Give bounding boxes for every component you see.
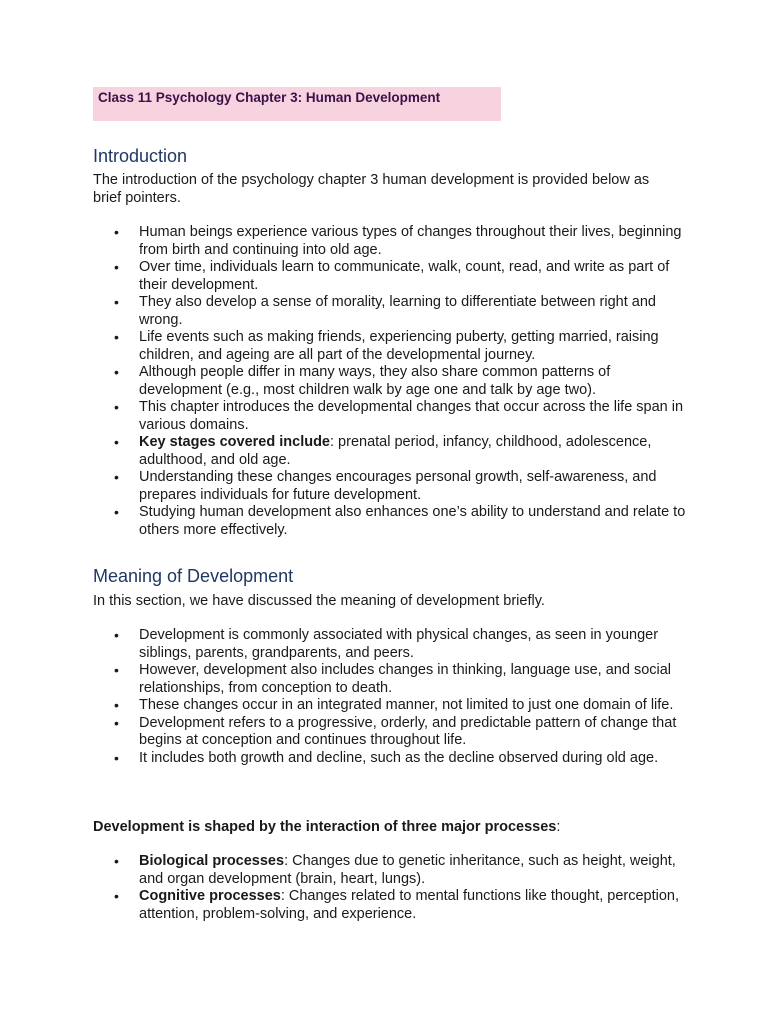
bullet-icon: • — [114, 504, 119, 520]
list-item — [93, 715, 693, 750]
list-item-text: Development refers to a progressive, orderly, and predictable pattern of change that begins at conception and continues throughout life. — [139, 714, 677, 748]
list-item-text: Studying human development also enhances one’s ability to understand and relate to others more effectively. — [139, 504, 686, 538]
list-item — [93, 329, 693, 364]
bullet-icon: • — [114, 469, 119, 485]
bullet-icon: • — [114, 627, 119, 643]
list-item-bold-lead: Key stages covered include — [139, 434, 330, 450]
list-item — [93, 627, 693, 662]
introduction-bullet-list — [93, 224, 693, 539]
list-item-text: : Changes related to mental functions like thought, perception, attention, problem-solving, and experience. — [139, 888, 680, 922]
bullet-icon: • — [114, 749, 119, 766]
bullet-icon: • — [114, 329, 119, 345]
list-item-text: Life events such as making friends, experiencing puberty, getting married, raising children, and ageing are all part of the developmental journey. — [139, 329, 659, 363]
bullet-icon: • — [114, 714, 119, 731]
list-item-text: Understanding these changes encourages personal growth, self-awareness, and prepares individuals for future development. — [139, 469, 657, 503]
meaning-bullet-list — [93, 627, 693, 767]
processes-bold-text: Development is shaped by the interaction of three major processes — [93, 819, 557, 835]
list-item-text: : Changes due to genetic inheritance, such as height, weight, and organ development (brain, heart, lungs). — [139, 853, 676, 887]
list-item-text: However, development also includes changes in thinking, language use, and social relationships, from conception to death. — [139, 662, 672, 696]
list-item-text: It includes both growth and decline, such as the decline observed during old age. — [139, 749, 659, 766]
document-title: Class 11 Psychology Chapter 3: Human Development — [98, 90, 441, 105]
bullet-icon: • — [114, 399, 119, 415]
list-item — [93, 294, 693, 329]
list-item-bold-lead: Cognitive processes — [139, 888, 281, 904]
bullet-icon: • — [114, 364, 119, 380]
list-item — [93, 662, 693, 697]
bullet-icon: • — [114, 259, 119, 275]
processes-bullet-list — [93, 853, 693, 923]
list-item-bold-lead: Biological processes — [139, 853, 285, 869]
heading-meaning-of-development: Meaning of Development — [93, 566, 294, 586]
list-item — [93, 697, 693, 715]
list-item — [93, 399, 693, 434]
list-item — [93, 434, 693, 469]
list-item-text: : prenatal period, infancy, childhood, adolescence, adulthood, and old age. — [139, 434, 652, 468]
heading-introduction: Introduction — [93, 146, 188, 166]
list-item — [93, 224, 693, 259]
list-item-text: They also develop a sense of morality, learning to differentiate between right and wrong. — [139, 294, 656, 328]
processes-paragraph — [93, 819, 678, 837]
title-banner — [93, 87, 501, 121]
list-item — [93, 364, 693, 399]
bullet-icon: • — [114, 697, 119, 713]
bullet-icon: • — [114, 853, 119, 869]
list-item-text: Over time, individuals learn to communicate, walk, count, read, and write as part of their development. — [139, 259, 670, 293]
bullet-icon: • — [114, 224, 119, 240]
introduction-paragraph: The introduction of the psychology chapter 3 human development is provided below as brief pointers. — [93, 172, 650, 206]
bullet-icon: • — [114, 294, 119, 310]
meaning-paragraph: In this section, we have discussed the meaning of development briefly. — [93, 593, 545, 609]
list-item-text: Although people differ in many ways, they also share common patterns of development (e.g., most children walk by age one and talk by age two). — [139, 364, 611, 398]
list-item — [93, 888, 693, 923]
list-item-text: Human beings experience various types of changes throughout their lives, beginning from birth and continuing into old age. — [139, 224, 682, 258]
bullet-icon: • — [114, 434, 119, 450]
list-item-text: This chapter introduces the developmental changes that occur across the life span in various domains. — [139, 399, 684, 433]
list-item — [93, 469, 693, 504]
list-item — [93, 504, 693, 539]
list-item — [93, 853, 693, 888]
bullet-icon: • — [114, 662, 119, 678]
list-item — [93, 259, 693, 294]
list-item-text: Development is commonly associated with physical changes, as seen in younger siblings, parents, grandparents, and peers. — [139, 627, 659, 661]
list-item-text: These changes occur in an integrated manner, not limited to just one domain of life. — [139, 697, 674, 713]
processes-suffix: : — [556, 819, 561, 835]
bullet-icon: • — [114, 888, 119, 904]
list-item — [93, 750, 693, 768]
